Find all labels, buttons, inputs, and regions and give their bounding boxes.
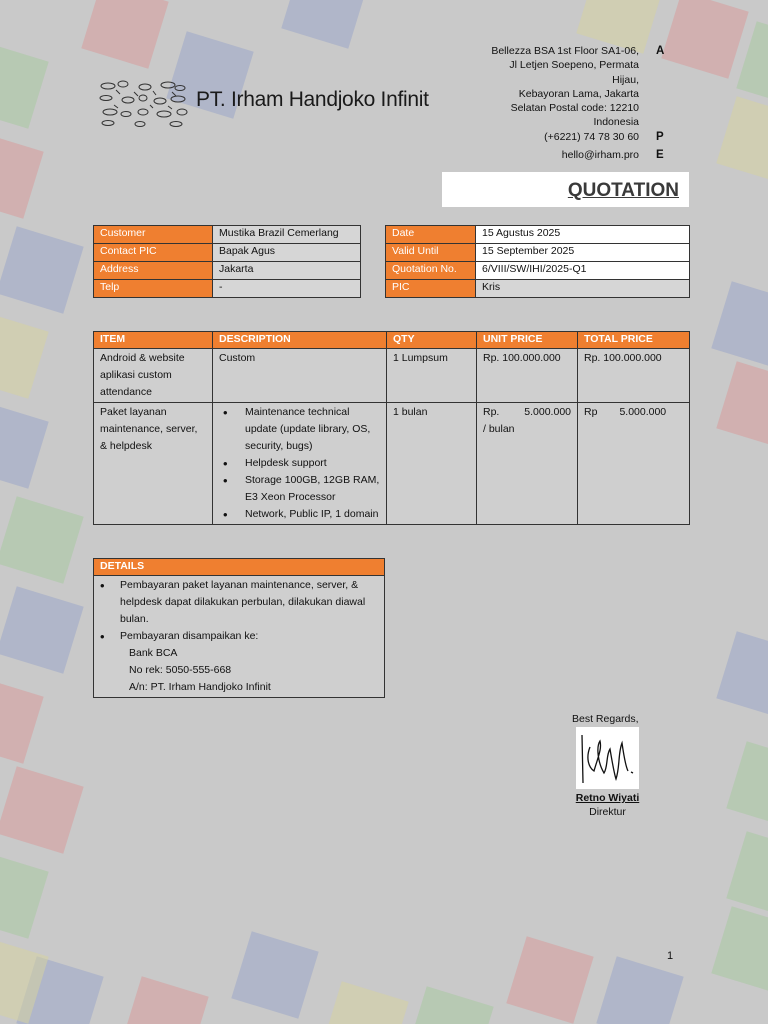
price-amount: 5.000.000 [619,406,667,418]
table-row [94,244,361,262]
price-suffix: / bulan [483,423,515,435]
table-row [386,226,690,244]
address-line: Selatan Postal code: 12210 [510,102,639,115]
signer-name: Retno Wiyati [575,792,640,804]
info-value: 6/VIII/SW/IHI/2025-Q1 [476,262,690,280]
table-header-row [94,332,690,349]
currency-label: Rp. [483,406,500,418]
table-row [386,262,690,280]
address-line: Bellezza BSA 1st Floor SA1-06, [491,45,639,57]
unit-price-cell [477,403,578,525]
table-row [386,244,690,262]
info-value: Kris [476,280,690,298]
list-item: • Pembayaran paket layanan maintenance, server, & helpdesk dapat dilakukan perbulan, dilakukan diawal bulan. [120,577,378,628]
list-item: • Network, Public IP, 1 domain [245,506,380,523]
info-label: Customer [94,226,213,244]
signer-role: Direktur [589,806,626,818]
table-row [94,576,385,698]
qty-cell: 1 bulan [387,403,477,525]
info-label: Valid Until [386,244,476,262]
price-amount: 5.000.000 [524,406,571,418]
details-content [94,576,385,698]
column-header: TOTAL PRICE [578,332,690,349]
quote-info-table [385,225,690,298]
side-letter: E [656,149,664,161]
table-row [94,403,690,525]
customer-info-table [93,225,361,298]
info-label: PIC [386,280,476,298]
table-row [94,226,361,244]
info-value: Jakarta [213,262,361,280]
items-table [93,331,690,525]
description-list [219,404,380,523]
info-label: Quotation No. [386,262,476,280]
address-line: Hijau, [612,73,639,86]
document-title: QUOTATION [567,180,679,201]
info-label: Contact PIC [94,244,213,262]
page-number: 1 [667,950,674,962]
info-value: 15 Agustus 2025 [476,226,690,244]
info-label: Telp [94,280,213,298]
column-header: DESCRIPTION [213,332,387,349]
unit-price-cell: Rp. 100.000.000 [477,349,578,403]
company-address [470,44,639,162]
side-letter: P [656,131,664,143]
info-value: Bapak Agus [213,244,361,262]
company-logo-icon [98,78,188,128]
details-table [93,558,385,698]
bank-line: A/n: PT. Irham Handjoko Infinit [129,681,271,693]
side-letter: A [656,45,665,57]
list-item: • Maintenance technical update (update library, OS, security, bugs) [245,404,380,455]
info-value: - [213,280,361,298]
company-phone: (+6221) 74 78 30 60 [544,130,639,143]
table-row [386,280,690,298]
description-cell [213,403,387,525]
address-line: Jl Letjen Soepeno, Permata [509,59,639,72]
company-name: PT. Irham Handjoko Infinit [196,88,429,111]
list-item: • Pembayaran disampaikan ke: [120,628,378,645]
table-header-row [94,559,385,576]
currency-label: Rp [584,406,598,418]
details-header: DETAILS [94,559,385,576]
description-cell: Custom [213,349,387,403]
column-header: QTY [387,332,477,349]
info-label: Date [386,226,476,244]
info-value: 15 September 2025 [476,244,690,262]
info-label: Address [94,262,213,280]
company-email: hello@irham.pro [561,149,639,162]
table-row [94,349,690,403]
signature-image [576,727,639,789]
regards-text: Best Regards, [572,713,639,725]
info-value: Mustika Brazil Cemerlang [213,226,361,244]
document-title-box [442,172,689,207]
total-price-cell: Rp. 100.000.000 [578,349,690,403]
column-header: UNIT PRICE [477,332,578,349]
qty-cell: 1 Lumpsum [387,349,477,403]
item-cell: Android & website aplikasi custom attendance [94,349,213,403]
address-line: Indonesia [593,116,639,129]
table-row [94,262,361,280]
bank-line: No rek: 5050-555-668 [129,664,232,676]
address-line: Kebayoran Lama, Jakarta [518,87,639,100]
table-row [94,280,361,298]
column-header: ITEM [94,332,213,349]
item-cell: Paket layanan maintenance, server, & helpdesk [94,403,213,525]
list-item: • Storage 100GB, 12GB RAM, E3 Xeon Processor [245,472,380,506]
bank-line: Bank BCA [129,647,178,659]
list-item: • Helpdesk support [245,455,380,472]
details-list [100,577,378,645]
total-price-cell [578,403,690,525]
